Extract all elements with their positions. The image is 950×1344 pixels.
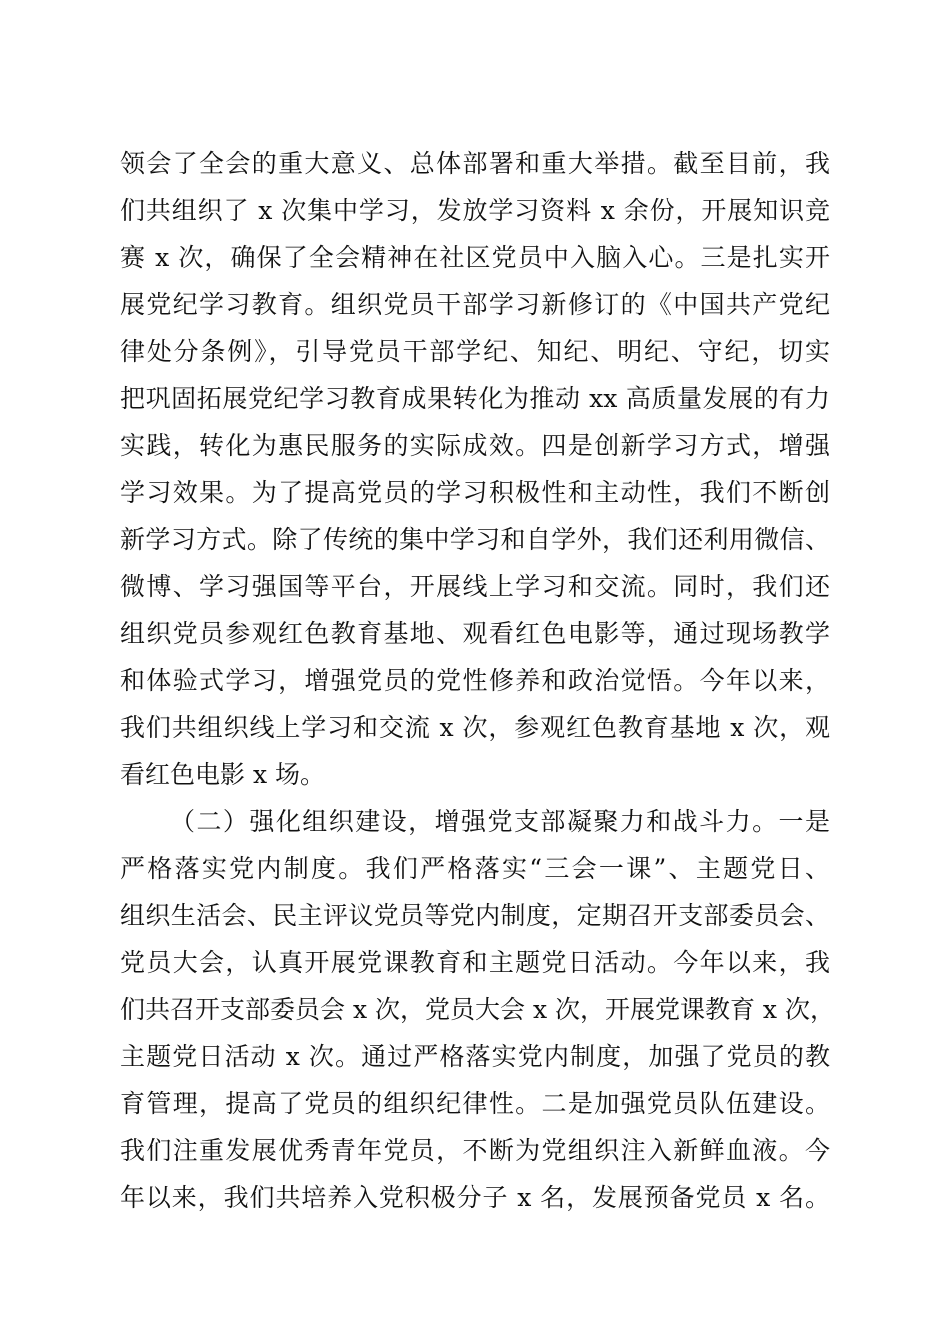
body-text-line: 把巩固拓展党纪学习教育成果转化为推动 xx 高质量发展的有力 [120, 384, 830, 413]
body-text-line: 党员大会，认真开展党课教育和主题党日活动。今年以来，我 [120, 948, 830, 977]
body-text-line: 学习效果。为了提高党员的学习积极性和主动性，我们不断创 [120, 478, 830, 507]
body-text-line: 和体验式学习，增强党员的党性修养和政治觉悟。今年以来， [120, 666, 830, 695]
body-text-line: 领会了全会的重大意义、总体部署和重大举措。截至目前，我 [120, 149, 830, 178]
body-text-line: 实践，转化为惠民服务的实际成效。四是创新学习方式，增强 [120, 431, 830, 460]
body-text-line: 育管理，提高了党员的组织纪律性。二是加强党员队伍建设。 [120, 1089, 830, 1118]
body-text-line: 我们共组织线上学习和交流 x 次，参观红色教育基地 x 次，观 [120, 713, 830, 742]
body-text-line: 主题党日活动 x 次。通过严格落实党内制度，加强了党员的教 [120, 1042, 830, 1071]
body-text-line: 微博、学习强国等平台，开展线上学习和交流。同时，我们还 [120, 572, 830, 601]
body-text-line: 们共召开支部委员会 x 次，党员大会 x 次，开展党课教育 x 次， [120, 995, 835, 1024]
body-text-line: 我们注重发展优秀青年党员，不断为党组织注入新鲜血液。今 [120, 1136, 830, 1165]
body-text-line: 组织党员参观红色教育基地、观看红色电影等，通过现场教学 [120, 619, 830, 648]
section-heading-line: （二）强化组织建设，增强党支部凝聚力和战斗力。一是 [170, 807, 830, 836]
body-text-line: 看红色电影 x 场。 [120, 760, 325, 789]
body-text-line: 律处分条例》，引导党员干部学纪、知纪、明纪、守纪，切实 [120, 337, 830, 366]
body-text-line: 们共组织了 x 次集中学习，发放学习资料 x 余份，开展知识竞 [120, 196, 830, 225]
body-text-line: 组织生活会、民主评议党员等党内制度，定期召开支部委员会、 [120, 901, 830, 930]
body-text-line: 赛 x 次，确保了全会精神在社区党员中入脑入心。三是扎实开 [120, 243, 830, 272]
body-text-line: 年以来，我们共培养入党积极分子 x 名，发展预备党员 x 名。 [120, 1183, 830, 1212]
body-text-line: 新学习方式。除了传统的集中学习和自学外，我们还利用微信、 [120, 525, 830, 554]
body-text-line: 严格落实党内制度。我们严格落实“三会一课”、主题党日、 [120, 854, 830, 883]
body-text-line: 展党纪学习教育。组织党员干部学习新修订的《中国共产党纪 [120, 290, 830, 319]
